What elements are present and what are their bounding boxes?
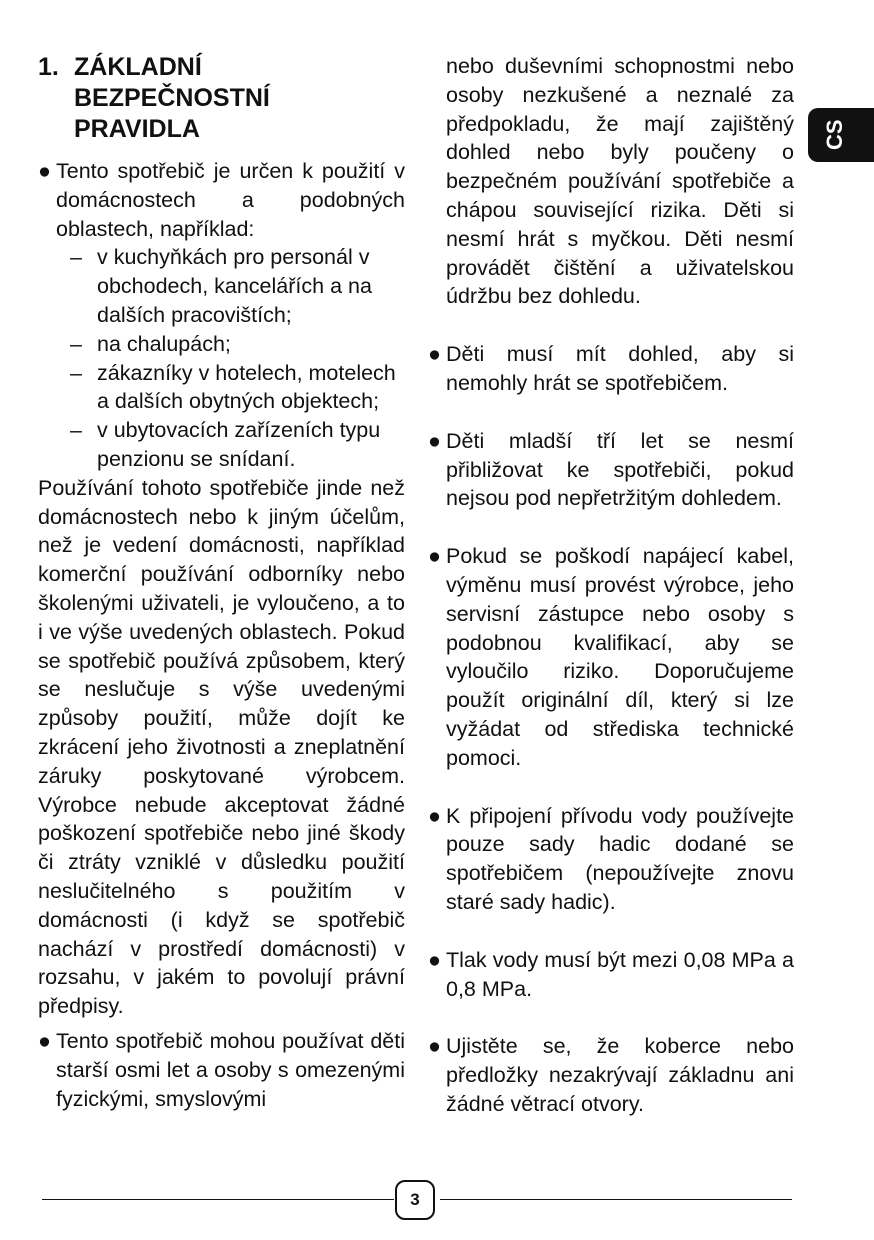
dash-text: v ubytovacích zařízeních typu penzionu se snídaní. [97,418,381,471]
bullet-item [428,802,794,917]
bullet-text: Pokud se poškodí napájecí kabel, výměnu musí provést výrobce, jeho servisní zástupce nebo osoby s podobnou kvalifikací, aby se vyloučilo riziko. Doporučujeme použít originální díl, který si lze vyžádat od střediska technické pomoci. [446,544,794,770]
language-tab [808,108,874,162]
bullet-text: K připojení přívodu vody používejte pouze sady hadic dodané se spotřebičem (nepoužívejte znovu staré sady hadic). [446,803,794,914]
bullet-icon: ● [428,803,441,828]
continued-bullet-text: nebo duševními schopnostmi nebo osoby nezkušené a neznalé za předpokladu, že mají zajištěný dohled nebo byly poučeny o bezpečném používání spotřebiče a chápou související rizika. Děti si nesmí hrát s myčkou. Děti nesmí provádět čištění a uživatelskou údržbu bez dohledu. [446,54,794,309]
bullet-text: Tlak vody musí být mezi 0,08 MPa a 0,8 MPa. [446,947,794,1001]
bullet-icon: ● [428,947,441,972]
bullet-item [428,542,794,772]
continued-text [428,52,794,311]
section-title-line: PRAVIDLA [74,115,200,143]
section-title-line: ZÁKLADNÍ [74,53,202,81]
dash-icon: – [70,331,82,356]
section-number: 1. [38,53,59,81]
dash-icon: – [70,245,82,270]
bullet-text: Tento spotřebič mohou používat děti starší osmi let a osoby s omezenými fyzickými, smyslovými [56,1028,405,1111]
dash-text: v kuchyňkách pro personál v obchodech, kancelářích a na dalších pracovištích; [97,245,372,327]
bullet-item [428,340,794,398]
section-title [74,52,270,145]
dash-icon: – [70,418,82,443]
section-heading [38,52,405,145]
dash-text: zákazníky v hotelech, motelech a dalších obytných objektech; [97,360,396,414]
page-number: 3 [395,1180,435,1220]
dash-item [70,416,405,474]
dash-text: na chalupách; [97,331,231,356]
bullet-icon: ● [428,342,441,367]
bullet-icon: ● [428,544,441,569]
bullet-item [428,946,794,1004]
bullet-item [38,157,405,243]
right-column [428,52,794,1119]
dash-item [70,243,405,329]
footer-rule-left [42,1199,394,1200]
bullet-text: Ujistěte se, že koberce nebo předložky nezakrývají základnu ani žádné větrací otvory. [446,1034,794,1116]
usage-paragraph: Používání tohoto spotřebiče jinde než domácnostech nebo k jiným účelům, než je vedení domácnosti, například komerční používání odborníky nebo školenými uživateli, je vyloučeno, a to i ve výše uvedených oblastech. Pokud se spotřebič používá způsobem, který se neslučuje s výše uvedenými způsoby použití, může dojít ke zkrácení jeho životnosti a zneplatnění záruky poskytované výrobcem. Výrobce nebude akceptovat žádné poškození spotřebiče nebo jiné škody či ztráty vzniklé v důsledku použití neslučitelného s použitím v domácnosti (i když se spotřebič nachází v prostředí domácnosti) v rozsahu, v jakém to povolují právní předpisy. [38,475,405,1019]
bullet-item [428,427,794,513]
bullet-text: Tento spotřebič je určen k použití v domácnostech a podobných oblastech, například: [56,159,405,241]
bullet-icon: ● [428,1034,441,1059]
bullet-item [428,1032,794,1118]
bullet-icon: ● [428,428,441,453]
language-tab-label: CS [822,119,847,150]
bullet-text: Děti mladší tří let se nesmí přibližovat ke spotřebiči, pokud nejsou pod nepřetržitým dohledem. [446,428,794,511]
footer-rule-right [440,1199,792,1200]
dash-item [70,330,405,359]
bullet-icon: ● [38,1028,51,1053]
bullet-item [38,1027,405,1113]
dash-item [70,359,405,417]
bullet-text: Děti musí mít dohled, aby si nemohly hrát se spotřebičem. [446,342,794,395]
section-title-line: BEZPEČNOSTNÍ [74,84,270,112]
left-column [38,52,405,1113]
dash-icon: – [70,360,82,385]
bullet-icon: ● [38,159,51,183]
